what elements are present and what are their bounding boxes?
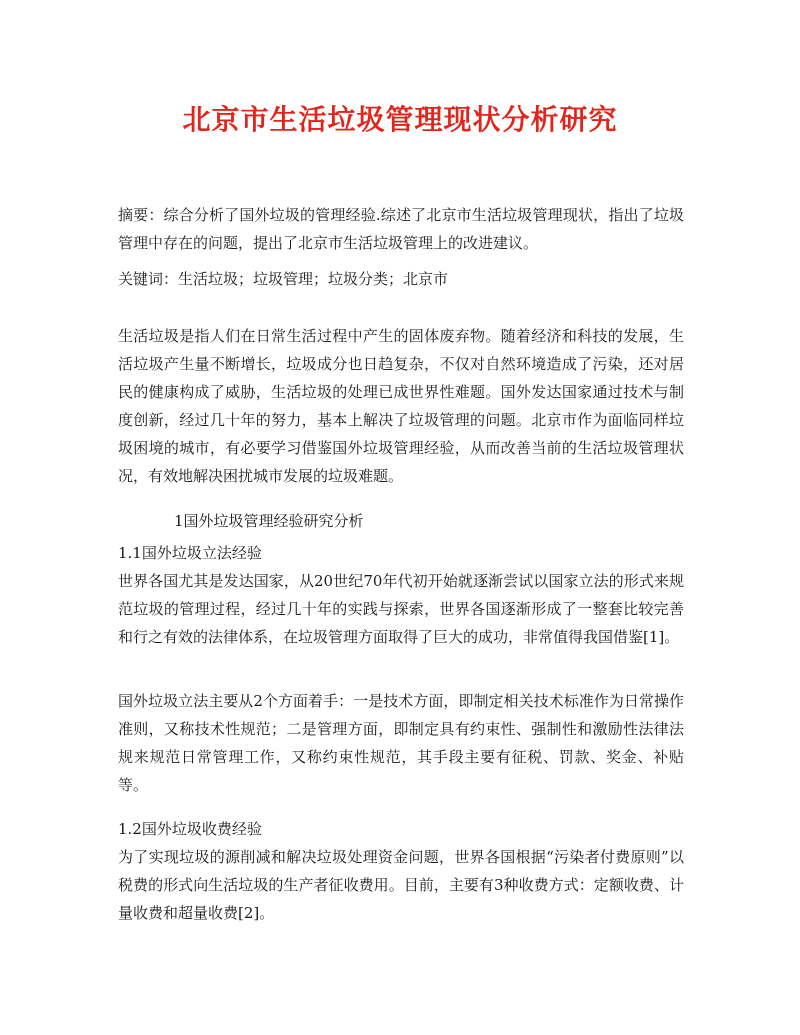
section-1-1-heading: 1.1国外垃圾立法经验 — [118, 544, 262, 562]
section-1-2-paragraph-1: 为了实现垃圾的源削减和解决垃圾处理资金问题，世界各国根据“污染者付费原则”以税费的形式向生活垃圾的生产者征收费用。目前，主要有3种收费方式：定额收费、计量收费和超量收费[2]。 — [118, 848, 684, 922]
section-1-2-heading: 1.2国外垃圾收费经验 — [118, 820, 262, 838]
keywords-line: 关键词：生活垃圾；垃圾管理；垃圾分类；北京市 — [118, 270, 449, 288]
section-1-1-paragraph-1: 世界各国尤其是发达国家，从20世纪70年代初开始就逐渐尝试以国家立法的形式来规范垃圾的管理过程，经过几十年的实践与探索，世界各国逐渐形成了一整套比较完善和行之有效的法律体系，在垃圾管理方面取得了巨大的成功，非常值得我国借鉴[1]。 — [118, 572, 684, 646]
section-1-heading: 1国外垃圾管理经验研究分析 — [174, 512, 364, 530]
abstract-paragraph: 摘要：综合分析了国外垃圾的管理经验.综述了北京市生活垃圾管理现状，指出了垃圾管理中存在的问题，提出了北京市生活垃圾管理上的改进建议。 — [118, 206, 684, 252]
intro-paragraph: 生活垃圾是指人们在日常生活过程中产生的固体废弃物。随着经济和科技的发展，生活垃圾产生量不断增长，垃圾成分也日趋复杂，不仅对自然环境造成了污染，还对居民的健康构成了威胁，生活垃圾的处理已成世界性难题。国外发达国家通过技术与制度创新，经过几十年的努力，基本上解决了垃圾管理的问题。北京市作为面临同样垃圾困境的城市，有必要学习借鉴国外垃圾管理经验，从而改善当前的生活垃圾管理状况，有效地解决困扰城市发展的垃圾难题。 — [118, 327, 684, 485]
section-1-1-paragraph-2: 国外垃圾立法主要从2个方面着手：一是技术方面，即制定相关技术标准作为日常操作准则，又称技术性规范；二是管理方面，即制定具有约束性、强制性和激励性法律法规来规范日常管理工作，又称约束性规范，其手段主要有征税、罚款、奖金、补贴等。 — [118, 692, 684, 794]
document-title: 北京市生活垃圾管理现状分析研究 — [182, 103, 618, 136]
